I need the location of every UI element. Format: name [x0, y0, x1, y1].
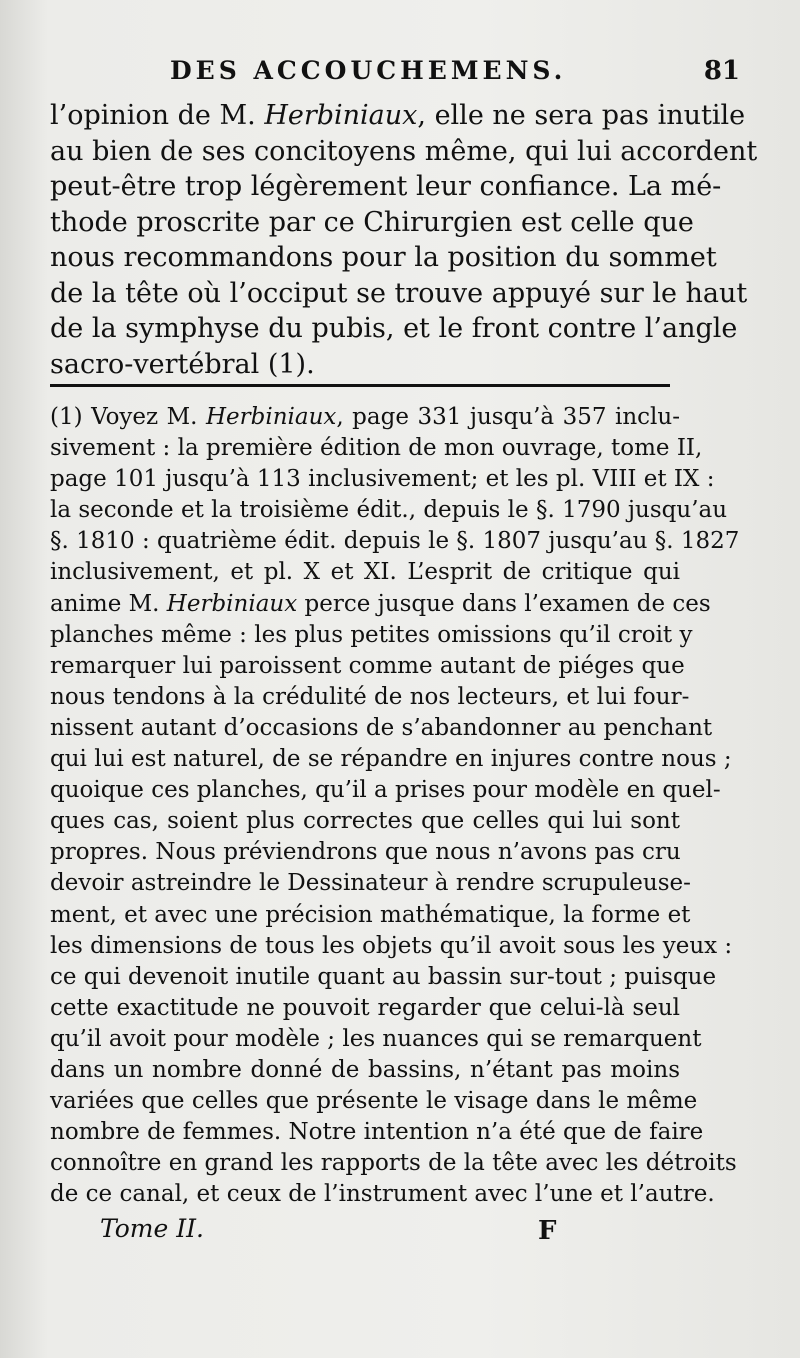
- footnote-line: la seconde et la troisième édit., depuis le §. 1790 jusqu’au: [50, 497, 728, 524]
- footnote-rule: [50, 384, 670, 387]
- footnote-line: sivement : la première édition de mon ouvrage, tome II,: [50, 435, 703, 462]
- footnote-line: qui lui est naturel, de se répandre en injures contre nous ;: [50, 746, 732, 773]
- footnote-line: devoir astreindre le Dessinateur à rendre scrupuleuse-: [50, 870, 691, 897]
- footnote-line: ce qui devenoit inutile quant au bassin sur-tout ; puisque: [50, 963, 717, 990]
- footnote-line: qu’il avoit pour modèle ; les nuances qui se remarquent: [50, 1025, 702, 1052]
- footnote-line: planches même : les plus petites omissions qu’il croit y: [50, 621, 693, 648]
- page-header: [60, 56, 740, 96]
- text-line: thode proscrite par ce Chirurgien est celle que: [50, 206, 694, 238]
- footnote-line: inclusivement, et pl. X et XI. L’esprit de critique qui: [50, 559, 680, 586]
- volume-signature: Tome II.: [100, 1214, 204, 1243]
- footnote-line: nous tendons à la crédulité de nos lecteurs, et lui four-: [50, 683, 690, 710]
- main-paragraph: [50, 98, 758, 382]
- footnote-line: ment, et avec une précision mathématique, la forme et: [50, 901, 691, 928]
- footnote-line: connoître en grand les rapports de la tête avec les détroits: [50, 1150, 737, 1177]
- text-line: de la tête où l’occiput se trouve appuyé sur le haut: [50, 277, 748, 309]
- footnote-line: anime M. Herbiniaux perce jusque dans l’examen de ces: [50, 590, 711, 617]
- text-line: sacro-vertébral (1).: [50, 348, 315, 380]
- footnote-line: (1) Voyez M. Herbiniaux, page 331 jusqu’à 357 inclu-: [50, 404, 680, 430]
- footnote-line: remarquer lui paroissent comme autant de piéges que: [50, 652, 685, 679]
- footnote-line: §. 1810 : quatrième édit. depuis le §. 1807 jusqu’au §. 1827: [50, 528, 740, 555]
- running-title: DES ACCOUCHEMENS.: [170, 56, 567, 85]
- gathering-mark: F: [538, 1216, 557, 1246]
- footnote-line: cette exactitude ne pouvoit regarder que celui-là seul: [50, 994, 680, 1021]
- footnote-line: ques cas, soient plus correctes que celles qui lui sont: [50, 808, 680, 835]
- text-line: nous recommandons pour la position du sommet: [50, 242, 717, 273]
- footnote-line: dans un nombre donné de bassins, n’étant pas moins: [50, 1056, 680, 1083]
- text-line: l’opinion de M. Herbiniaux, elle ne sera pas inutile: [50, 100, 746, 131]
- text-line: au bien de ses concitoyens même, qui lui accordent: [50, 135, 758, 167]
- footnote-line: quoique ces planches, qu’il a prises pour modèle en quel-: [50, 777, 721, 804]
- text-line: de la symphyse du pubis, et le front contre l’angle: [50, 313, 738, 344]
- footnote-line: de ce canal, et ceux de l’instrument avec l’une et l’autre.: [50, 1181, 715, 1208]
- footnote-line: variées que celles que présente le visage dans le même: [50, 1088, 698, 1115]
- footnote-line: nissent autant d’occasions de s’abandonner au penchant: [50, 714, 713, 741]
- footnote-line: page 101 jusqu’à 113 inclusivement; et les pl. VIII et IX :: [50, 466, 715, 493]
- footnote-line: les dimensions de tous les objets qu’il avoit sous les yeux :: [50, 932, 733, 959]
- text-line: peut-être trop légèrement leur confiance. La mé-: [50, 171, 722, 202]
- page-number: 81: [703, 56, 740, 86]
- footnote: [50, 402, 740, 1210]
- footnote-line: nombre de femmes. Notre intention n’a été que de faire: [50, 1119, 704, 1146]
- footnote-line: propres. Nous préviendrons que nous n’avons pas cru: [50, 839, 681, 866]
